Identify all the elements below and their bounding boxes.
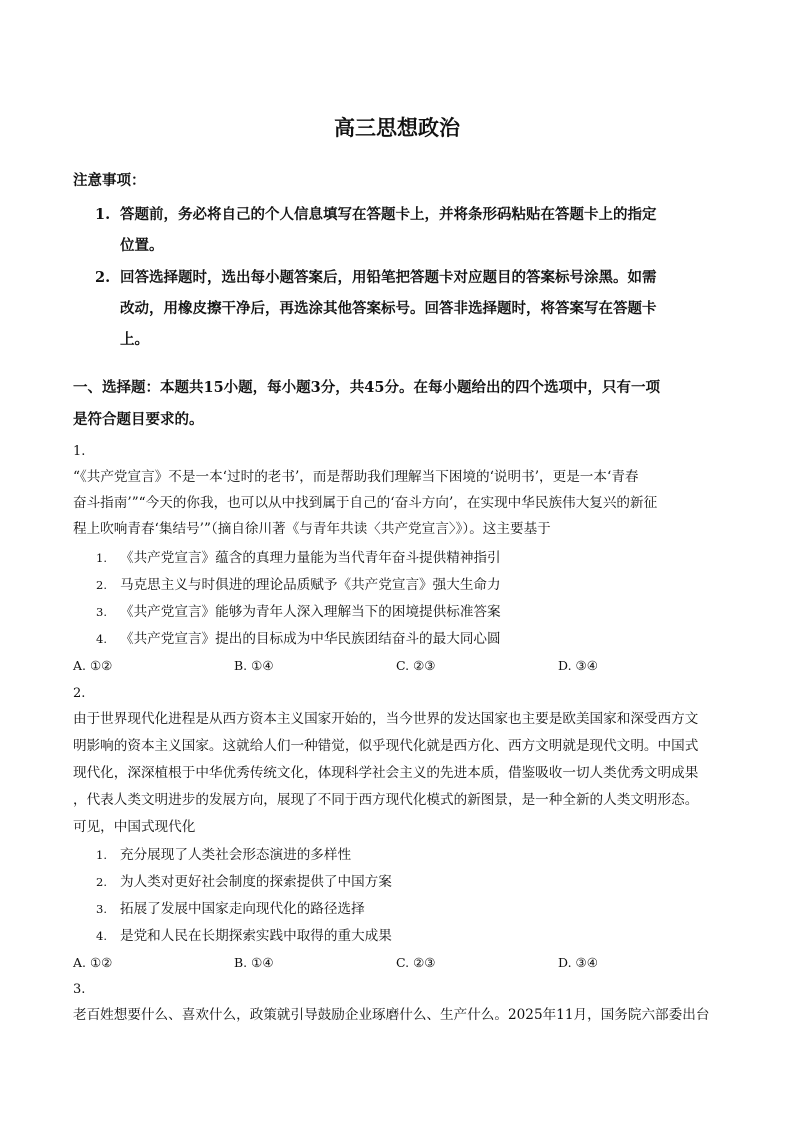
- answer-choice-a: A. ①②: [73, 658, 113, 673]
- question-stem-line: 由于世界现代化进程是从西方资本主义国家开始的，当今世界的发达国家也主要是欧美国家和深受西方文: [73, 711, 699, 727]
- option-text: 拓展了发展中国家走向现代化的路径选择: [120, 901, 365, 917]
- section-heading-line: 一、选择题：本题共15小题，每小题3分，共45分。在每小题给出的四个选项中，只有一项: [73, 379, 660, 396]
- section-heading-line: 是符合题目要求的。: [73, 411, 204, 428]
- answer-choice-b: B. ①④: [234, 955, 274, 970]
- notice-item-number: 1.: [95, 206, 111, 223]
- option-number: 2.: [96, 578, 107, 592]
- notice-item-number: 2.: [95, 269, 111, 286]
- answer-choice-c: C. ②③: [396, 658, 436, 673]
- question-stem-line: 老百姓想要什么、喜欢什么，政策就引导鼓励企业琢磨什么、生产什么。2025年11月，国务院六部委出台: [73, 1007, 710, 1023]
- notice-item-line: 上。: [120, 331, 149, 348]
- option-text: 为人类对更好社会制度的探索提供了中国方案: [120, 874, 392, 890]
- answer-choice-b: B. ①④: [234, 658, 274, 673]
- option-text: 《共产党宣言》能够为青年人深入理解当下的困境提供标准答案: [120, 604, 501, 620]
- option-text: 充分展现了人类社会形态演进的多样性: [120, 847, 352, 863]
- option-number: 1.: [96, 848, 107, 862]
- answer-choice-c: C. ②③: [396, 955, 436, 970]
- option-text: 《共产党宣言》提出的目标成为中华民族团结奋斗的最大同心圆: [120, 631, 501, 647]
- question-stem-line: “《共产党宣言》不是一本‘过时的老书’，而是帮助我们理解当下困境的‘说明书’，更是一本‘青春: [73, 469, 639, 485]
- option-number: 3.: [96, 605, 107, 619]
- notice-heading: 注意事项：: [73, 172, 146, 189]
- option-text: 《共产党宣言》蕴含的真理力量能为当代青年奋斗提供精神指引: [120, 550, 501, 566]
- question-number: 1.: [73, 444, 86, 459]
- question-number: 3.: [73, 982, 86, 997]
- notice-item-line: 答题前，务必将自己的个人信息填写在答题卡上，并将条形码粘贴在答题卡上的指定: [120, 206, 657, 223]
- question-stem-line: 现代化，深深植根于中华优秀传统文化，体现科学社会主义的先进本质，借鉴吸收一切人类优秀文明成果: [73, 765, 699, 781]
- page-title: 高三思想政治: [334, 115, 460, 140]
- option-number: 4.: [96, 632, 107, 646]
- option-text: 马克思主义与时俱进的理论品质赋予《共产党宣言》强大生命力: [120, 577, 501, 593]
- question-stem-line: ，代表人类文明进步的发展方向，展现了不同于西方现代化模式的新图景，是一种全新的人类文明形态。: [73, 792, 699, 808]
- question-stem-line: 程上吹响青春‘集结号’”（摘自徐川著《与青年共读〈共产党宣言〉》）。这主要基于: [73, 521, 551, 537]
- answer-choice-d: D. ③④: [558, 658, 598, 673]
- question-number: 2.: [73, 686, 86, 701]
- option-text: 是党和人民在长期探索实践中取得的重大成果: [120, 928, 392, 944]
- notice-item-line: 回答选择题时，选出每小题答案后，用铅笔把答题卡对应题目的答案标号涂黑。如需: [120, 269, 657, 286]
- question-stem-line: 奋斗指南’”“今天的你我，也可以从中找到属于自己的‘奋斗方向’，在实现中华民族伟大复兴的新征: [73, 495, 658, 511]
- notice-item-line: 位置。: [120, 237, 164, 254]
- question-stem-line: 可见，中国式现代化: [73, 819, 196, 835]
- notice-item-line: 改动，用橡皮擦干净后，再选涂其他答案标号。回答非选择题时，将答案写在答题卡: [120, 300, 657, 317]
- question-stem-line: 明影响的资本主义国家。这就给人们一种错觉，似乎现代化就是西方化、西方文明就是现代文明。中国式: [73, 738, 699, 754]
- option-number: 2.: [96, 875, 107, 889]
- option-number: 1.: [96, 551, 107, 565]
- answer-choice-a: A. ①②: [73, 955, 113, 970]
- answer-choice-d: D. ③④: [558, 955, 598, 970]
- option-number: 4.: [96, 929, 107, 943]
- option-number: 3.: [96, 902, 107, 916]
